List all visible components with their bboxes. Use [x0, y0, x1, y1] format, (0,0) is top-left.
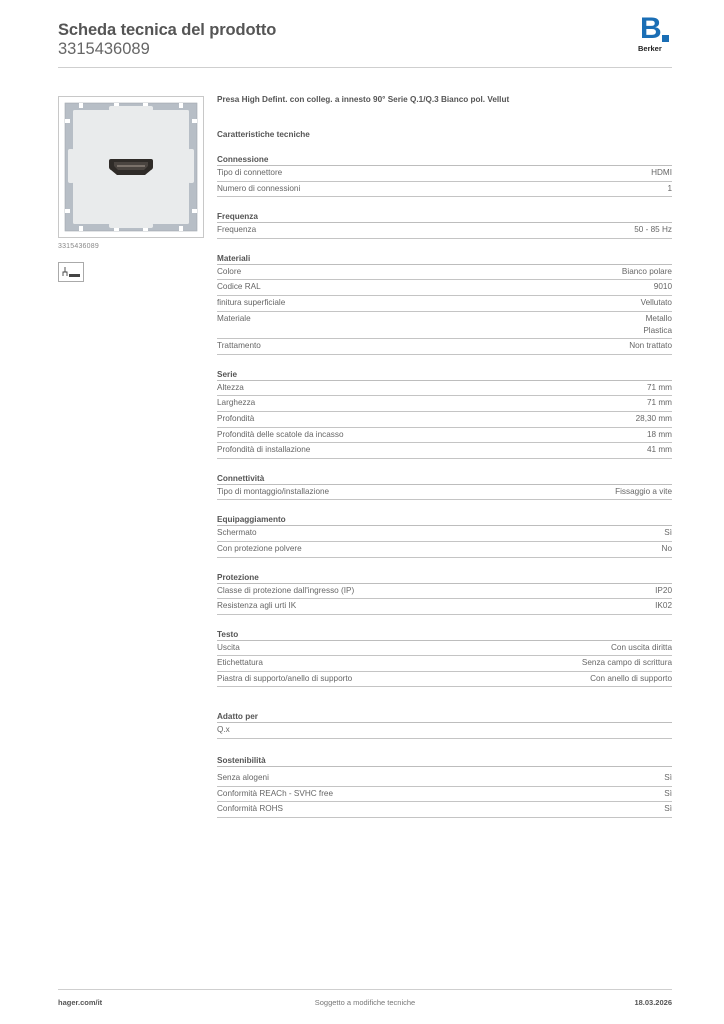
spec-row [217, 771, 672, 787]
spec-value: Con anello di supporto [590, 673, 672, 683]
spec-value: 1 [667, 183, 672, 193]
spec-row [217, 656, 672, 672]
image-caption: 3315436089 [58, 243, 99, 250]
logo-brand-text: Berker [638, 44, 662, 53]
spec-row [217, 672, 672, 688]
spec-row [217, 641, 672, 657]
spec-label: Numero di connessioni [217, 183, 301, 193]
spec-row [217, 166, 672, 182]
header-divider [58, 67, 672, 68]
spec-value: 71 mm [646, 382, 672, 392]
spec-label: Larghezza [217, 398, 256, 408]
spec-label: Frequenza [217, 225, 257, 235]
spec-row [217, 723, 672, 739]
spec-value: 50 - 85 Hz [634, 225, 672, 235]
spec-label: Profondità [217, 413, 255, 423]
section-protezione [217, 572, 672, 615]
section-heading: Testo [217, 629, 672, 641]
spec-row [217, 396, 672, 412]
product-image [58, 96, 204, 238]
hdmi-symbol-icon [58, 262, 84, 282]
spec-value-multiline [643, 313, 672, 337]
spec-label: Altezza [217, 382, 244, 392]
section-serie [217, 369, 672, 459]
page-footer [58, 997, 672, 1009]
spec-value: Sì [664, 773, 672, 783]
spec-row [217, 182, 672, 198]
spec-title: Caratteristiche tecniche [217, 130, 310, 139]
spec-row [217, 265, 672, 281]
spec-value: No [661, 543, 672, 553]
spec-label: Con protezione polvere [217, 543, 302, 553]
section-heading: Frequenza [217, 211, 672, 223]
section-heading: Connettività [217, 473, 672, 485]
spec-value: Fissaggio a vite [615, 486, 672, 496]
footer-notice: Soggetto a modifiche tecniche [314, 998, 416, 1007]
spec-value: 9010 [653, 282, 672, 292]
section-testo [217, 629, 672, 688]
section-heading: Equipaggiamento [217, 514, 672, 526]
spec-value: Con uscita diritta [611, 642, 672, 652]
berker-logo [638, 14, 676, 54]
spec-label: Tipo di connettore [217, 168, 283, 177]
section-heading: Adatto per [217, 711, 672, 723]
section-frequenza [217, 211, 672, 239]
spec-value: Bianco polare [621, 266, 672, 276]
spec-row [217, 296, 672, 312]
footer-divider [58, 989, 672, 990]
spec-row [217, 787, 672, 803]
spec-row [217, 542, 672, 558]
spec-row [217, 428, 672, 444]
spec-value: Non trattato [629, 341, 672, 351]
spec-value: 18 mm [646, 429, 672, 439]
spec-row [217, 280, 672, 296]
spec-row [217, 802, 672, 818]
spec-value: IK02 [655, 601, 672, 611]
spec-label: finitura superficiale [217, 297, 286, 307]
page-header [58, 20, 672, 58]
spec-value: HDMI [651, 168, 672, 177]
spec-label: Profondità delle scatole da incasso [217, 429, 344, 439]
spec-value: 71 mm [646, 398, 672, 408]
spec-row [217, 599, 672, 615]
spec-row [217, 312, 672, 340]
spec-label: Etichettatura [217, 658, 263, 668]
document-title: Scheda tecnica del prodotto [58, 21, 277, 39]
spec-value: IP20 [655, 585, 672, 595]
section-heading: Connessione [217, 154, 672, 166]
spec-value: Sì [664, 528, 672, 538]
spec-content [217, 94, 672, 818]
footer-website-link[interactable]: hager.com/it [58, 998, 103, 1007]
section-equipaggiamento [217, 514, 672, 557]
spec-value: 41 mm [646, 445, 672, 455]
footer-date: 18.03.2026 [634, 998, 672, 1007]
spec-label: Codice RAL [217, 282, 261, 292]
spec-label: Profondità di installazione [217, 445, 311, 455]
spec-value: Senza campo di scrittura [581, 658, 672, 668]
spec-row [217, 526, 672, 542]
spec-value: Sì [664, 788, 672, 798]
spec-row [217, 339, 672, 355]
spec-value: 28,30 mm [635, 413, 672, 423]
logo-dot [662, 35, 669, 42]
spec-value: Vellutato [640, 297, 672, 307]
spec-label: Materiale [217, 313, 251, 323]
spec-label: Conformità ROHS [217, 804, 283, 814]
spec-label: Piastra di supporto/anello di supporto [217, 673, 353, 683]
spec-label: Colore [217, 266, 242, 276]
spec-value-line: Plastica [643, 325, 672, 335]
section-connettivita [217, 473, 672, 501]
spec-label: Trattamento [217, 341, 261, 351]
spec-label: Uscita [217, 642, 240, 652]
product-number: 3315436089 [58, 40, 150, 58]
spec-label: Conformità REACh - SVHC free [217, 788, 334, 798]
section-heading: Sostenibilità [217, 755, 672, 767]
logo-mark: B [640, 12, 662, 45]
spec-value-line: Metallo [645, 313, 672, 323]
spec-label: Tipo di montaggio/installazione [217, 486, 330, 496]
spec-row [217, 485, 672, 501]
spec-label: Senza alogeni [217, 773, 269, 783]
product-name: Presa High Defint. con colleg. a innesto 90° Serie Q.1/Q.3 Bianco pol. Vellut [217, 95, 510, 104]
spec-row [217, 223, 672, 239]
spec-value: Sì [664, 804, 672, 814]
spec-row [217, 584, 672, 600]
spec-label: Resistenza agli urti IK [217, 601, 297, 611]
section-materiali [217, 253, 672, 355]
section-adatto-per [217, 711, 672, 739]
section-sostenibilita [217, 755, 672, 818]
spec-row [217, 381, 672, 397]
spec-label: Classe di protezione dall'ingresso (IP) [217, 585, 355, 595]
hdmi-socket-illustration [59, 97, 203, 237]
spec-label: Q.x [217, 725, 230, 735]
spec-row [217, 443, 672, 459]
section-heading: Protezione [217, 572, 672, 584]
spec-label: Schermato [217, 528, 257, 538]
section-heading: Serie [217, 369, 672, 381]
section-connessione [217, 154, 672, 197]
spec-row [217, 412, 672, 428]
section-heading: Materiali [217, 253, 672, 265]
